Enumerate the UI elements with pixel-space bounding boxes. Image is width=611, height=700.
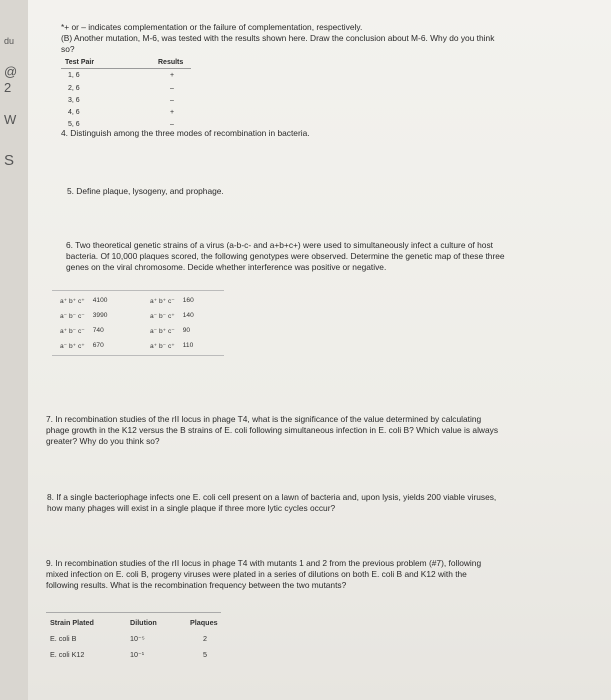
dilution-cell: 10⁻¹ xyxy=(130,649,145,659)
margin-mark: S xyxy=(4,152,15,169)
document-page xyxy=(28,0,611,700)
question-9-line: following results. What is the recombination frequency between the two mutants? xyxy=(46,580,347,590)
question-9-line: 9. In recombination studies of the rII locus in phage T4 with mutants 1 and 2 from the previous problem (#7), following xyxy=(46,558,482,568)
left-margin-strip xyxy=(0,0,29,700)
table-row xyxy=(146,308,198,323)
genotype-table-rule xyxy=(52,290,224,291)
margin-mark: @ xyxy=(4,64,18,79)
test-pair-cell: 2, 6 xyxy=(68,85,80,92)
question-b-text xyxy=(61,33,581,55)
strain-table-rule xyxy=(46,612,221,613)
table-header-row xyxy=(50,614,220,630)
genotype-cell: a⁺ b⁺ c⁺ xyxy=(60,297,85,305)
question-7-line: greater? Why do you think so? xyxy=(46,436,160,446)
plaques-cell: 2 xyxy=(203,633,207,643)
question-8-text xyxy=(47,492,587,514)
table-row xyxy=(50,630,220,646)
genotype-cell: a⁻ b⁺ c⁺ xyxy=(60,342,85,350)
question-b-line: so? xyxy=(61,44,75,54)
count-cell: 90 xyxy=(182,327,191,334)
genotype-table-rule xyxy=(52,355,224,356)
header-note: *+ or – indicates complementation or the failure of complementation, respectively. xyxy=(61,22,363,32)
genotype-table-left xyxy=(56,293,111,353)
question-9-line: mixed infection on E. coli B, progeny viruses were plated in a series of dilutions on both E. coli B and K12 with the xyxy=(46,569,467,579)
genotype-cell: a⁻ b⁻ c⁻ xyxy=(60,312,85,320)
question-7-line: phage growth in the K12 versus the B strains of E. coli following simultaneous infection in E. coli B? Which value is always xyxy=(46,425,499,435)
table-row xyxy=(56,323,111,338)
result-cell: – xyxy=(170,121,174,128)
question-6-line: 6. Two theoretical genetic strains of a virus (a-b-c- and a+b+c+) were used to simultaneously infect a culture of host xyxy=(66,240,493,250)
genotype-cell: a⁺ b⁻ c⁺ xyxy=(150,342,175,350)
question-4: 4. Distinguish among the three modes of recombination in bacteria. xyxy=(61,128,310,138)
strain-cell: E. coli K12 xyxy=(50,649,85,659)
table-row xyxy=(146,338,198,353)
plaques-cell: 5 xyxy=(203,649,207,659)
margin-mark: 2 xyxy=(4,80,12,95)
col-header-dilution: Dilution xyxy=(130,617,157,627)
table-row xyxy=(56,308,111,323)
genotype-cell: a⁺ b⁻ c⁻ xyxy=(60,327,85,335)
genotype-cell: a⁻ b⁺ c⁻ xyxy=(150,327,175,335)
col-header-results: Results xyxy=(158,59,184,66)
test-pair-cell: 5, 6 xyxy=(68,121,80,128)
question-7-text xyxy=(46,414,586,447)
result-cell: + xyxy=(170,72,175,79)
count-cell: 740 xyxy=(92,327,104,334)
table-row xyxy=(50,646,220,662)
dilution-cell: 10⁻⁵ xyxy=(130,633,145,643)
table-row xyxy=(146,323,198,338)
question-b-line: (B) Another mutation, M-6, was tested with the results shown here. Draw the conclusion about M-6. Why do you think xyxy=(61,33,495,43)
genotype-cell: a⁻ b⁻ c⁺ xyxy=(150,312,175,320)
col-header-plaques: Plaques xyxy=(190,617,218,627)
question-9-text xyxy=(46,558,586,591)
result-cell: + xyxy=(170,109,175,116)
table-row xyxy=(146,293,198,308)
question-5: 5. Define plaque, lysogeny, and prophage. xyxy=(67,186,224,196)
table-row xyxy=(56,338,111,353)
question-7-line: 7. In recombination studies of the rII locus in phage T4, what is the significance of the value determined by calculating xyxy=(46,414,482,424)
question-8-line: how many phages will exist in a single plaque if three more lytic cycles occur? xyxy=(47,503,336,513)
genotype-cell: a⁺ b⁺ c⁻ xyxy=(150,297,175,305)
strain-cell: E. coli B xyxy=(50,633,77,643)
count-cell: 140 xyxy=(182,312,194,319)
test-pair-cell: 3, 6 xyxy=(68,97,80,104)
table-rule xyxy=(61,68,191,69)
result-cell: – xyxy=(170,85,174,92)
count-cell: 160 xyxy=(182,297,194,304)
question-6-line: bacteria. Of 10,000 plaques scored, the following genotypes were observed. Determine the genetic map of these three xyxy=(66,251,505,261)
question-8-line: 8. If a single bacteriophage infects one E. coli cell present on a lawn of bacteria and, upon lysis, yields 200 viable viruses, xyxy=(47,492,497,502)
question-6-line: genes on the viral chromosome. Decide whether interference was positive or negative. xyxy=(66,262,387,272)
strain-table xyxy=(50,614,220,662)
genotype-table-right xyxy=(146,293,198,353)
col-header-test-pair: Test Pair xyxy=(65,59,95,66)
test-pair-cell: 1, 6 xyxy=(68,72,80,79)
result-cell: – xyxy=(170,97,174,104)
test-pair-cell: 4, 6 xyxy=(68,109,80,116)
count-cell: 110 xyxy=(182,342,194,349)
question-6-text xyxy=(66,240,586,273)
margin-mark: W xyxy=(4,112,17,127)
count-cell: 670 xyxy=(92,342,104,349)
margin-mark: du xyxy=(4,36,15,46)
count-cell: 3990 xyxy=(92,312,108,319)
count-cell: 4100 xyxy=(92,297,108,304)
col-header-strain: Strain Plated xyxy=(50,617,94,627)
table-row xyxy=(56,293,111,308)
